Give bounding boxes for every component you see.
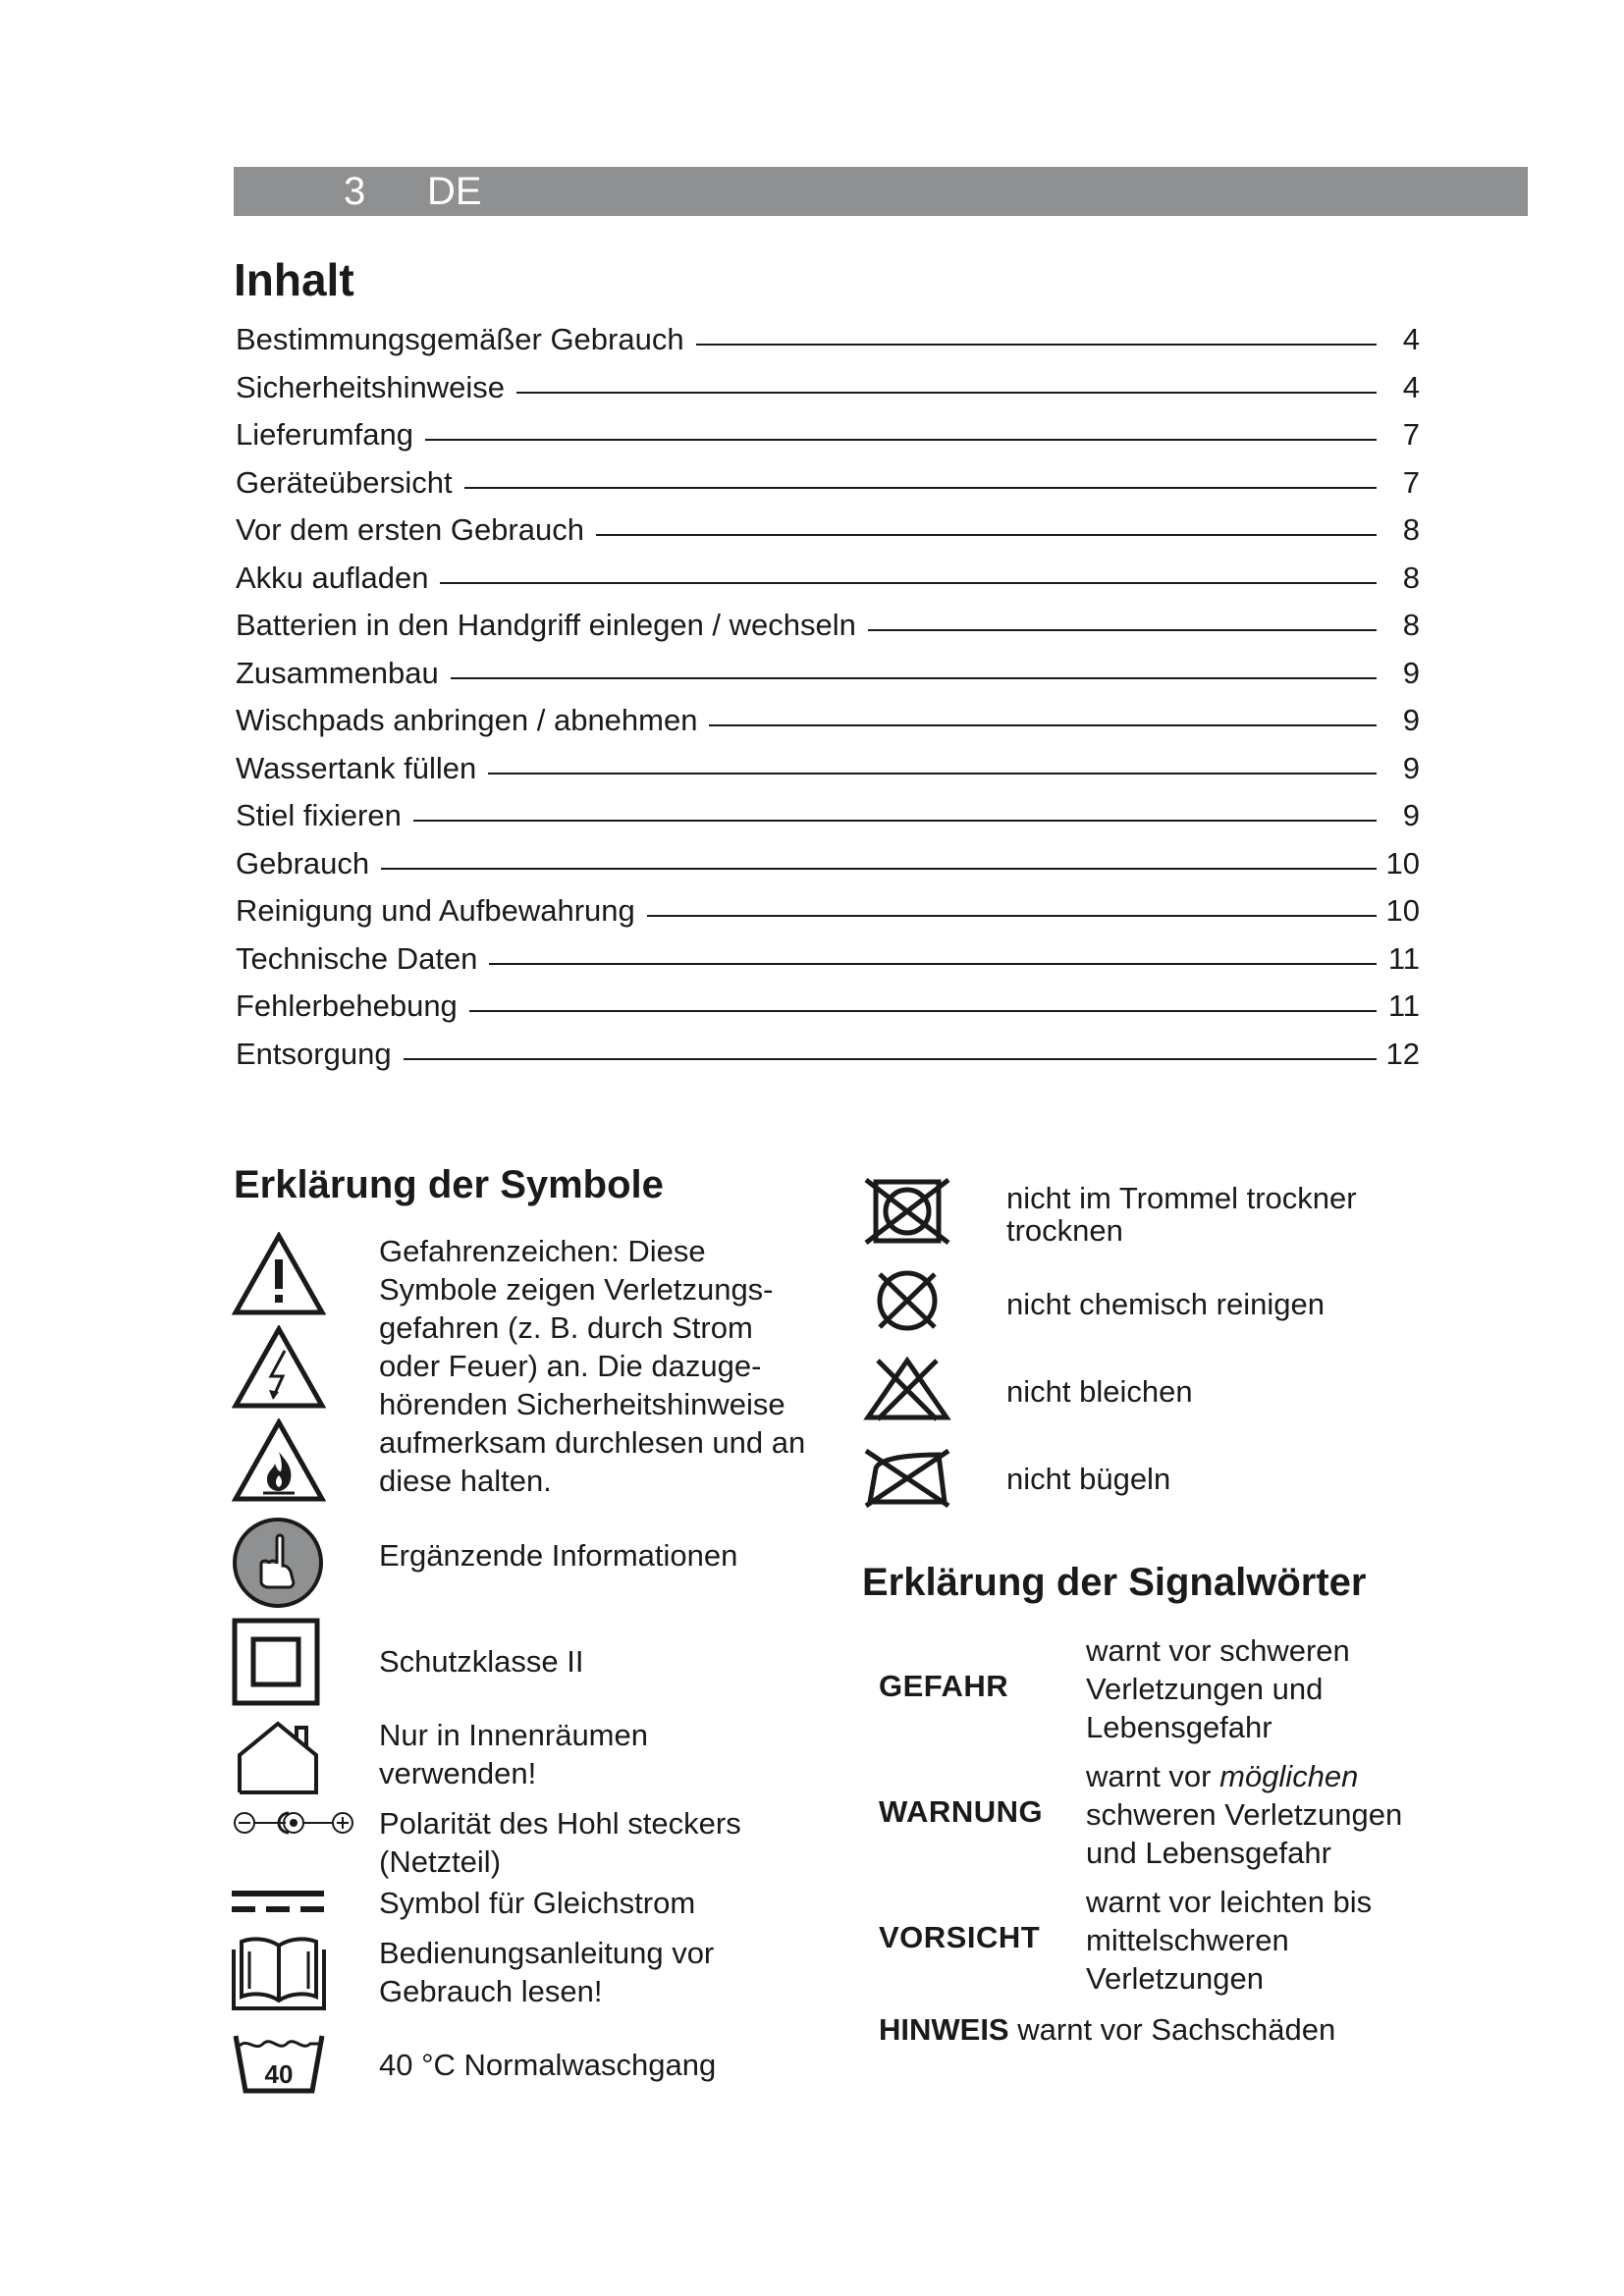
language-label: DE (427, 170, 482, 213)
signal-desc-gefahr: warnt vor schweren Verletzungen und Lebensgefahr (1086, 1633, 1350, 1744)
toc-entry-title: Wassertank füllen (236, 750, 477, 785)
direct-current-icon (232, 1889, 324, 1916)
toc-entry-page: 7 (1402, 464, 1420, 500)
toc-entry[interactable] (236, 798, 1420, 846)
hand-info-icon (232, 1517, 324, 1609)
manual-book-icon (232, 1932, 326, 2012)
no-bleach-text: nicht bleichen (1006, 1374, 1193, 1409)
no-iron-text: nicht bügeln (1006, 1462, 1171, 1496)
house-icon (232, 1720, 324, 1794)
polarity-icon (232, 1808, 355, 1838)
signal-word-hinweis: HINWEIS (879, 2012, 1009, 2047)
page-number: 3 (344, 170, 366, 213)
toc-entry[interactable] (236, 656, 1420, 704)
toc-leader (596, 534, 1377, 536)
toc-entry[interactable] (236, 1037, 1420, 1085)
polarity-text: Polarität des Hohl steckers (Netzteil) (379, 1806, 741, 1879)
toc-entry-title: Lieferumfang (236, 417, 413, 452)
symbols-heading: Erklärung der Symbole (234, 1163, 664, 1206)
toc-entry-title: Entsorgung (236, 1036, 392, 1071)
toc-leader (696, 344, 1377, 346)
toc-leader (709, 724, 1377, 726)
toc-leader (451, 677, 1377, 679)
signal-row-hinweis (879, 2010, 1468, 2049)
toc-entry[interactable] (236, 417, 1420, 465)
signal-desc-warnung (1086, 1757, 1439, 1872)
toc-leader (488, 773, 1377, 774)
toc-entry-page: 7 (1402, 417, 1420, 452)
toc-entry[interactable] (236, 988, 1420, 1037)
toc-entry-title: Gebrauch (236, 845, 370, 881)
no-dry-clean-icon (862, 1268, 952, 1333)
toc-entry-page: 8 (1402, 512, 1420, 547)
electric-hazard-icon (232, 1325, 326, 1410)
signal-word-gefahr: GEFAHR (879, 1669, 1009, 1703)
toc-entry-title: Vor dem ersten Gebrauch (236, 512, 584, 547)
toc-entry-title: Reinigung und Aufbewahrung (236, 893, 635, 928)
no-tumble-dry-icon (862, 1178, 952, 1245)
toc-entry-page: 10 (1385, 893, 1420, 928)
signal-desc-warnung-emphasis: möglichen (1219, 1759, 1359, 1793)
no-dry-clean-text: nicht chemisch reinigen (1006, 1287, 1325, 1321)
toc-entry-title: Batterien in den Handgriff einlegen / wechseln (236, 608, 856, 642)
indoor-use-text: Nur in Innenräumen verwenden! (379, 1718, 648, 1790)
wash-40-icon (232, 2030, 326, 2095)
toc-entry[interactable] (236, 751, 1420, 799)
toc-entry-title: Zusammenbau (236, 655, 439, 690)
signal-desc-warnung-post: schweren Verletzungen und Lebensgefahr (1086, 1797, 1403, 1870)
toc-leader (464, 487, 1377, 489)
toc-title: Inhalt (234, 254, 354, 305)
toc-leader (440, 582, 1377, 584)
toc-leader (868, 629, 1377, 631)
toc-leader (489, 963, 1377, 965)
toc-entry-page: 9 (1402, 703, 1420, 737)
toc-entry[interactable] (236, 512, 1420, 561)
toc-entry-page: 12 (1385, 1036, 1420, 1071)
toc-leader (404, 1058, 1377, 1060)
warning-triangle-icon (232, 1232, 326, 1316)
toc-entry-page: 11 (1387, 988, 1420, 1023)
toc-entry[interactable] (236, 893, 1420, 941)
toc-leader (425, 439, 1377, 441)
no-bleach-icon (862, 1357, 952, 1421)
toc-entry-title: Stiel fixieren (236, 798, 402, 832)
toc-entry-page: 10 (1385, 845, 1420, 881)
toc-entry-title: Bestimmungsgemäßer Gebrauch (236, 322, 684, 356)
toc-entry-title: Technische Daten (236, 940, 478, 976)
signal-desc-vorsicht: warnt vor leichten bis mittelschweren Verletzungen (1086, 1885, 1373, 1996)
no-tumble-dry-text: nicht im Trommel trockner trocknen (1006, 1181, 1357, 1248)
wash-text: 40 °C Normalwaschgang (379, 2048, 717, 2082)
protection-class-text: Schutzklasse II (379, 1644, 584, 1679)
signal-words-heading: Erklärung der Signalwörter (862, 1561, 1367, 1604)
toc-entry-title: Geräteübersicht (236, 464, 453, 500)
toc-entry-page: 8 (1402, 608, 1420, 642)
hazard-symbols-text: Gefahrenzeichen: Diese Symbole zeigen Verletzungs-gefahren (z. B. durch Strom oder Feuer) an. Die dazuge-hörenden Sicherheitshinweise aufmerksam durchlesen und an diese halten. (379, 1234, 806, 1498)
toc-entry-page: 9 (1402, 798, 1420, 832)
wash-temperature-label: 40 (264, 2059, 294, 2089)
toc-leader (381, 868, 1377, 870)
table-of-contents (236, 322, 1420, 1084)
toc-entry-page: 4 (1402, 369, 1420, 404)
toc-entry[interactable] (236, 322, 1420, 370)
toc-leader (516, 392, 1377, 394)
toc-leader (469, 1010, 1377, 1012)
protection-class-ii-icon (232, 1618, 320, 1706)
toc-entry[interactable] (236, 608, 1420, 656)
toc-entry[interactable] (236, 370, 1420, 418)
toc-entry-title: Akku aufladen (236, 560, 429, 595)
toc-entry-page: 9 (1402, 655, 1420, 690)
direct-current-text: Symbol für Gleichstrom (379, 1886, 696, 1920)
toc-entry-title: Sicherheitshinweise (236, 369, 505, 404)
toc-entry[interactable] (236, 846, 1420, 894)
signal-desc-hinweis: warnt vor Sachschäden (1017, 2012, 1336, 2047)
signal-word-warnung: WARNUNG (879, 1794, 1044, 1829)
toc-entry-page: 4 (1402, 322, 1420, 356)
toc-entry[interactable] (236, 561, 1420, 609)
signal-desc-warnung-pre: warnt vor (1086, 1759, 1220, 1793)
toc-entry-page: 8 (1402, 560, 1420, 595)
toc-entry-page: 9 (1402, 750, 1420, 785)
no-iron-icon (862, 1447, 952, 1508)
toc-entry-title: Wischpads anbringen / abnehmen (236, 703, 698, 737)
toc-entry-title: Fehlerbehebung (236, 988, 458, 1023)
toc-entry[interactable] (236, 941, 1420, 989)
toc-entry[interactable] (236, 465, 1420, 513)
toc-leader (413, 820, 1377, 822)
toc-entry-page: 11 (1387, 940, 1420, 976)
signal-word-vorsicht: VORSICHT (879, 1920, 1041, 1954)
manual-text: Bedienungsanleitung vor Gebrauch lesen! (379, 1936, 715, 2008)
fire-hazard-icon (232, 1418, 326, 1503)
page-header-bar (234, 167, 1528, 216)
toc-leader (647, 915, 1377, 917)
info-symbol-text: Ergänzende Informationen (379, 1538, 738, 1573)
toc-entry[interactable] (236, 703, 1420, 751)
